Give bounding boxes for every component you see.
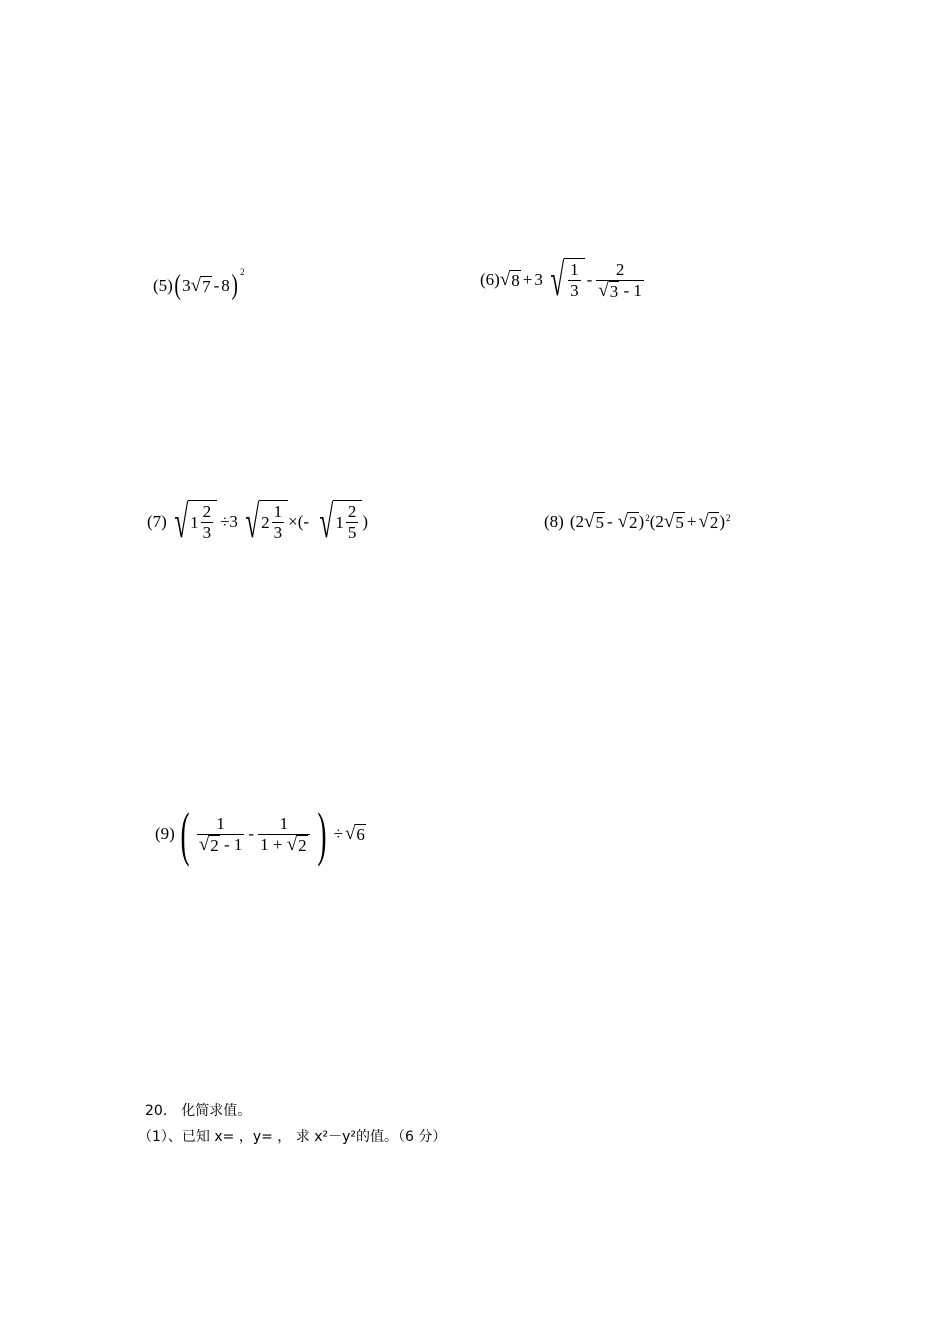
problem-5: (5) ( 3 √ 7 - 8 ) 2 [153, 267, 245, 301]
problem-label: (5) [153, 276, 173, 295]
problem-7: (7) √ 1 $\frac{2}{3}$ ÷3 √ 2 $\frac{1}{3}$ ×(- √ 1 $\frac{2}{5}$ ) [147, 496, 369, 547]
sqrt: √ 7 [190, 275, 211, 296]
problem-label: (8) [544, 512, 564, 531]
fraction: 2 √ 3 - 1 [598, 259, 642, 301]
sqrt: √ 1 $\frac{2}{3}$ [167, 500, 217, 544]
problem-6: (6) √ 8 + 3 √ $\frac{1}{3}$ - 2 √ 3 - 1 [480, 254, 642, 305]
problem-label: (9) [155, 824, 175, 843]
fraction: 1 √ 2 - 1 [198, 813, 243, 855]
sqrt: √ $\frac{1}{3}$ [543, 258, 585, 302]
sqrt: √ 2 [617, 511, 638, 532]
problem-label: (7) [147, 512, 167, 531]
problem-8: (8) (2 √ 5 - √ 2 ) 2 (2 √ 5 + √ 2 ) 2 [544, 511, 731, 532]
section-20-question-1: （1）、已知 x= ，y= ， 求 x²－y²的值。（6 分） [138, 1129, 447, 1145]
fraction: 1 1 + √ 2 [258, 814, 310, 855]
sqrt: √ 8 [499, 269, 520, 290]
sqrt: √ 1 $\frac{2}{5}$ [312, 500, 362, 544]
sqrt: √ 5 [663, 511, 684, 532]
problem-9: (9) ( 1 √ 2 - 1 - 1 1 + √ 2 ) ÷ √ 6 [155, 801, 365, 867]
sqrt: √ 6 [344, 823, 365, 844]
section-20-title: 20． 化简求值。 [145, 1103, 252, 1119]
problem-label: (6) [480, 270, 500, 289]
sqrt: √ 5 [584, 511, 604, 532]
sqrt: √ 2 $\frac{1}{3}$ [238, 500, 288, 544]
sqrt: √ 2 [698, 511, 719, 532]
